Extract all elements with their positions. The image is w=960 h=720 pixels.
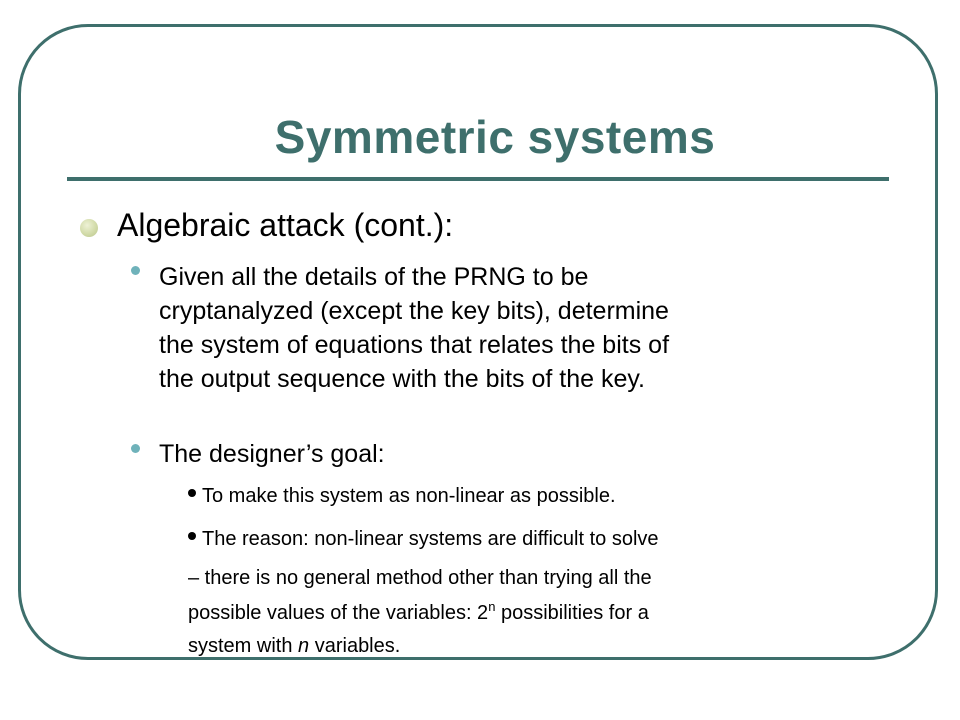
sub-sub-bullet-2-line-4	[188, 631, 888, 661]
sub-bullet-1-line: Given all the details of the PRNG to be	[159, 263, 589, 291]
sub-sub-bullet-icon	[188, 489, 196, 497]
sub-bullet-2	[159, 437, 879, 471]
sub-bullet-1-line: the output sequence with the bits of the key.	[159, 365, 645, 393]
sub-sub-bullet-2-line-1: The reason: non-linear systems are difficult to solve	[202, 528, 659, 550]
sub-bullet-2-line: The designer’s goal:	[159, 440, 385, 468]
sub-sub-bullet-1: To make this system as non-linear as possible.	[202, 485, 616, 507]
sub-bullet-1	[159, 260, 879, 396]
sub-sub-bullet-2-line-2: – there is no general method other than trying all the	[188, 567, 652, 589]
sub-bullet-1-line: cryptanalyzed (except the key bits), determine	[159, 297, 669, 325]
line-3-prefix: possible values of the variables: 2	[188, 602, 489, 624]
sub-bullet-icon	[131, 266, 140, 275]
sub-bullet-1-line: the system of equations that relates the bits of	[159, 331, 670, 359]
sub-sub-bullet-icon	[188, 532, 196, 540]
slide-title: Symmetric systems	[274, 111, 716, 163]
line-4-prefix: system with	[188, 635, 299, 657]
sub-bullet-icon	[131, 444, 140, 453]
main-bullet-icon	[80, 219, 98, 237]
line-4-suffix: variables.	[309, 635, 401, 657]
sub-sub-bullet-2-line-3	[188, 598, 888, 628]
line-3-suffix: possibilities for a	[495, 602, 649, 624]
main-bullet-text: Algebraic attack (cont.):	[117, 207, 454, 243]
variable-n: n	[298, 635, 310, 657]
exponent-n: n	[488, 599, 496, 614]
